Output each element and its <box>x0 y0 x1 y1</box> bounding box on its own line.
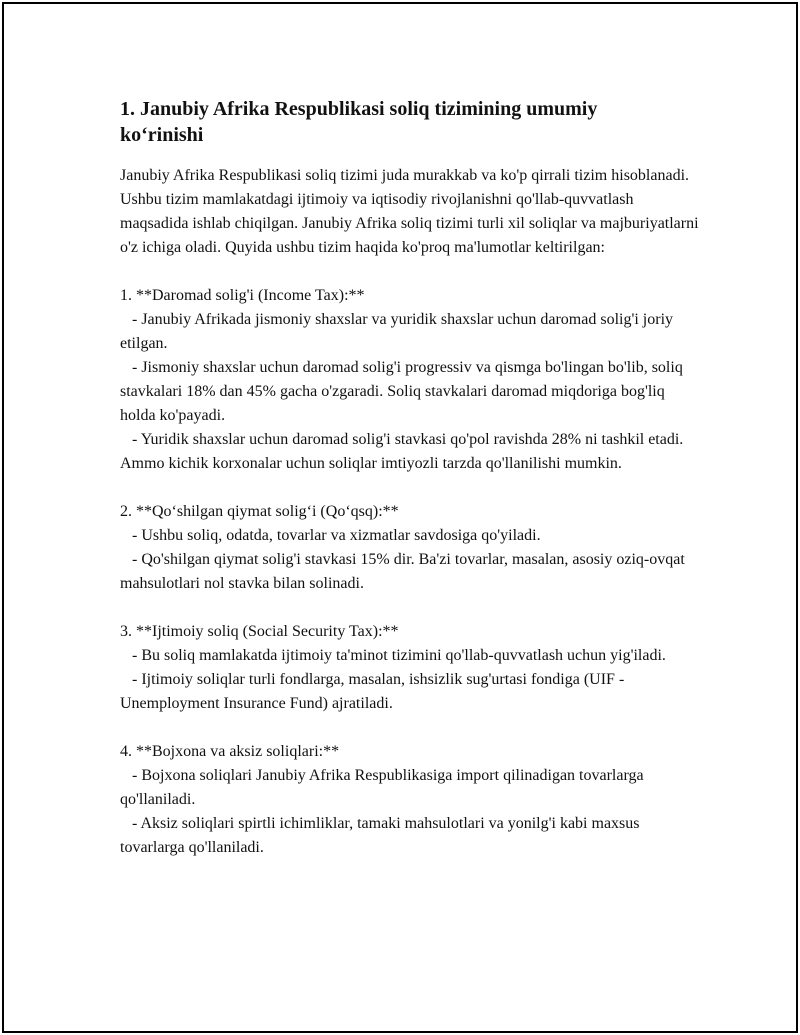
intro-paragraph: Janubiy Afrika Respublikasi soliq tizimi juda murakkab va ko'p qirrali tizim hisoblanadi. Ushbu tizim mamlakatdagi ijtimoiy va iqtisodiy rivojlanishni qo'llab-quvvatlash maqsadida ishlab chiqilgan. Janubiy Afrika soliq tizimi turli xil soliqlar va majburiyatlarni o'z ichiga oladi. Quyida ushbu tizim haqida ko'proq ma'lumotlar keltirilgan: <box>120 167 703 256</box>
section-heading: 3. **Ijtimoiy soliq (Social Security Tax):** <box>120 623 399 640</box>
section-bullet: - Bu soliq mamlakatda ijtimoiy ta'minot tizimini qo'llab-quvvatlash uchun yig'iladi. <box>120 647 666 664</box>
document-page <box>2 2 798 1033</box>
spacer <box>120 476 700 500</box>
section-bullet: - Yuridik shaxslar uchun daromad solig'i stavkasi qo'pol ravishda 28% ni tashkil etadi. Ammo kichik korxonalar uchun soliqlar imtiyozli tarzda qo'llanilishi mumkin. <box>120 431 687 472</box>
section-heading: 1. **Daromad solig'i (Income Tax):** <box>120 287 365 304</box>
section-bullet: - Qo'shilgan qiymat solig'i stavkasi 15% dir. Ba'zi tovarlar, masalan, asosiy oziq-ovqat mahsulotlari nol stavka bilan solinadi. <box>120 551 689 592</box>
section-heading: 2. **Qo‘shilgan qiymat solig‘i (Qo‘qsq):** <box>120 503 399 520</box>
section-bullet: - Bojxona soliqlari Janubiy Afrika Respublikasiga import qilinadigan tovarlarga qo'llaniladi. <box>120 767 648 808</box>
section-social-tax <box>120 620 700 716</box>
section-bullet: - Aksiz soliqlari spirtli ichimliklar, tamaki mahsulotlari va yonilg'i kabi maxsus tovarlarga qo'llaniladi. <box>120 815 644 856</box>
spacer <box>120 716 700 740</box>
section-customs-excise <box>120 740 700 860</box>
section-bullet: - Ushbu soliq, odatda, tovarlar va xizmatlar savdosiga qo'yiladi. <box>120 527 541 544</box>
document-title: 1. Janubiy Afrika Respublikasi soliq tizimining umumiy ko‘rinishi <box>120 98 598 146</box>
section-bullet: - Ijtimoiy soliqlar turli fondlarga, masalan, ishsizlik sug'urtasi fondiga (UIF - Unemployment Insurance Fund) ajratiladi. <box>120 671 629 712</box>
section-bullet: - Jismoniy shaxslar uchun daromad solig'i progressiv va qismga bo'lingan bo'lib, soliq stavkalari 18% dan 45% gacha o'zgaradi. Soliq stavkalari daromad miqdoriga bog'liq holda ko'payadi. <box>120 359 687 424</box>
spacer <box>120 260 700 284</box>
section-heading: 4. **Bojxona va aksiz soliqlari:** <box>120 743 340 760</box>
section-income-tax <box>120 284 700 476</box>
spacer <box>120 596 700 620</box>
section-bullet: - Janubiy Afrikada jismoniy shaxslar va yuridik shaxslar uchun daromad solig'i joriy etilgan. <box>120 311 678 352</box>
section-vat <box>120 500 700 596</box>
document-content <box>120 96 703 860</box>
